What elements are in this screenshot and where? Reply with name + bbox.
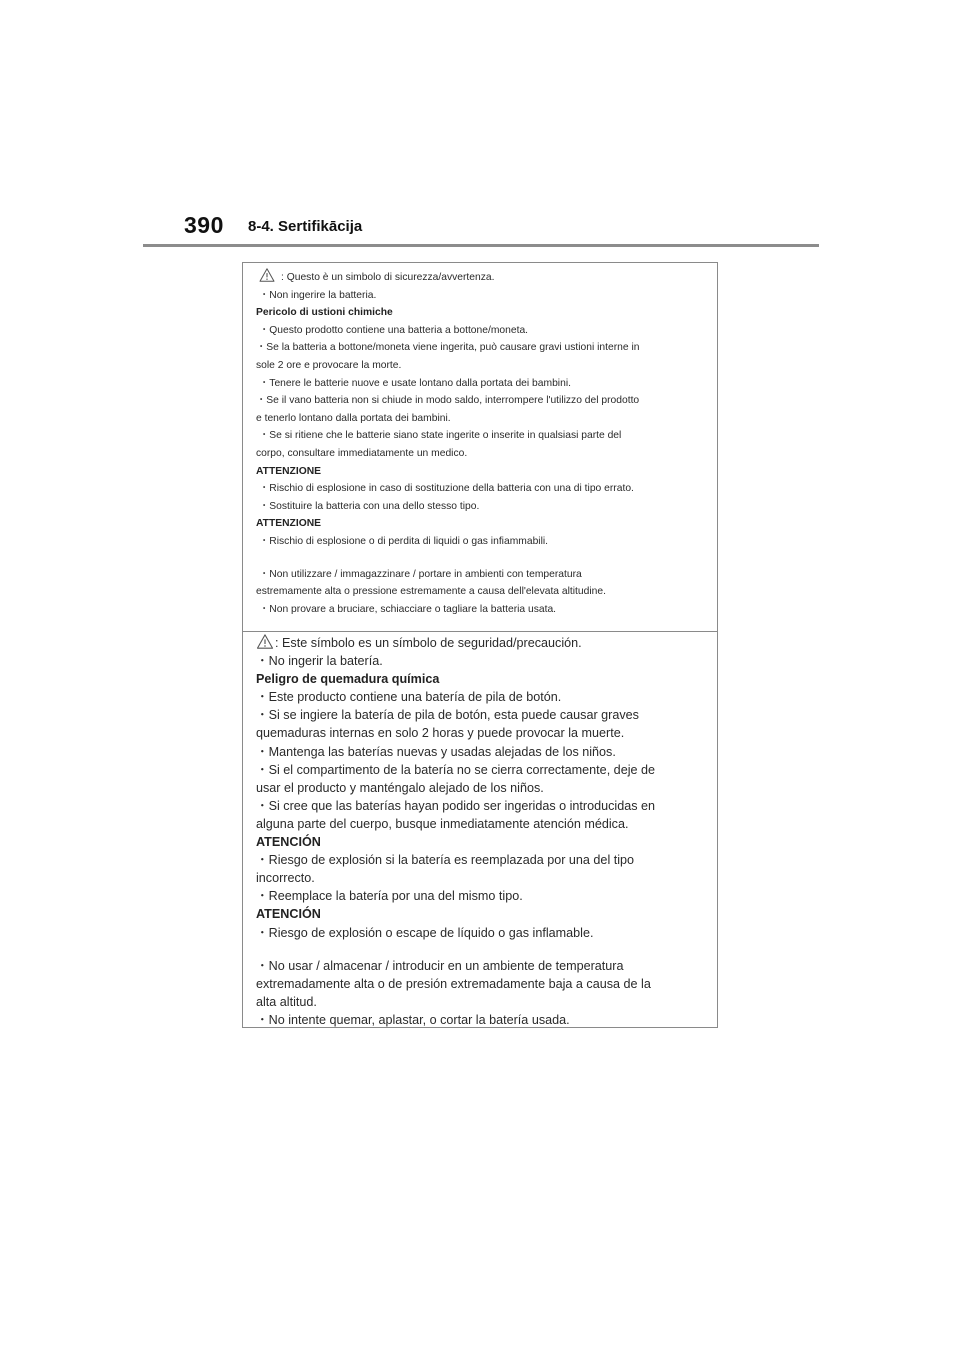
italian-temperature-line-2: estremamente alta o pressione estremamente a causa dell'elevata altitudine.	[256, 586, 606, 598]
italian-contains-battery: ・Questo prodotto contiene una batteria a bottone/moneta.	[259, 324, 529, 336]
warning-triangle-icon	[256, 634, 274, 649]
spanish-doctor-line-1: ・Si cree que las baterías hayan podido ser ingeridas o introducidas en	[256, 798, 656, 813]
italian-doctor-line-1: ・Se si ritiene che le batterie siano state ingerite o inserite in qualsiasi parte del	[259, 430, 622, 442]
italian-replace-same-type: ・Sostituire la batteria con una dello stesso tipo.	[259, 500, 480, 512]
italian-attention-heading-1: ATTENZIONE	[256, 465, 322, 477]
spanish-temperature-line-3: alta altitud.	[256, 994, 317, 1009]
italian-explosion-leak: ・Rischio di esplosione o di perdita di liquidi o gas infiammabili.	[259, 535, 549, 547]
italian-symbol-text: : Questo è un simbolo di sicurezza/avvertenza.	[281, 272, 495, 283]
warning-triangle-icon	[259, 268, 275, 282]
page-number: 390	[184, 212, 224, 238]
italian-chemical-burn-heading: Pericolo di ustioni chimiche	[256, 307, 393, 319]
spanish-no-ingest: ・No ingerir la batería.	[256, 654, 383, 669]
italian-temperature-line-1: ・Non utilizzare / immagazzinare / portare in ambienti con temperatura	[259, 568, 582, 580]
italian-compartment-line-2: e tenerlo lontano dalla portata dei bambini.	[256, 412, 451, 424]
spanish-doctor-line-2: alguna parte del cuerpo, busque inmediatamente atención médica.	[256, 816, 629, 831]
italian-no-burn: ・Non provare a bruciare, schiacciare o tagliare la batteria usata.	[259, 603, 557, 615]
spanish-swallowed-line-2: quemaduras internas en solo 2 horas y puede provocar la muerte.	[256, 726, 625, 741]
spanish-spacer	[256, 942, 709, 957]
spanish-temperature-line-2: extremadamente alta o de presión extremadamente baja a causa de la	[256, 976, 651, 991]
spanish-replace-same-type: ・Reemplace la batería por una del mismo tipo.	[256, 889, 523, 904]
italian-swallowed-line-1: ・Se la batteria a bottone/moneta viene ingerita, può causare gravi ustioni interne in	[256, 342, 640, 354]
italian-symbol-line	[256, 268, 709, 287]
italian-swallowed-line-2: sole 2 ore e provocare la morte.	[256, 359, 402, 371]
spanish-symbol-text: : Este símbolo es un símbolo de seguridad/precaución.	[275, 636, 582, 650]
spanish-explosion-leak: ・Riesgo de explosión o escape de líquido o gas inflamable.	[256, 925, 594, 940]
italian-compartment-line-1: ・Se il vano batteria non si chiude in modo saldo, interrompere l'utilizzo del prodotto	[256, 395, 640, 407]
italian-warning-section	[256, 268, 709, 618]
spanish-no-burn: ・No intente quemar, aplastar, o cortar la batería usada.	[256, 1012, 570, 1027]
spanish-compartment-line-1: ・Si el compartimento de la batería no se cierra correctamente, deje de	[256, 762, 656, 777]
spanish-compartment-line-2: usar el producto y manténgalo alejado de los niños.	[256, 780, 544, 795]
italian-explosion-wrong-type: ・Rischio di esplosione in caso di sostituzione della batteria con una di tipo errato.	[259, 483, 634, 495]
spanish-explosion-wrong-line-2: incorrecto.	[256, 871, 315, 886]
header-rule	[143, 244, 819, 247]
spanish-temperature-line-1: ・No usar / almacenar / introducir en un ambiente de temperatura	[256, 958, 624, 973]
spanish-keep-away: ・Mantenga las baterías nuevas y usadas alejadas de los niños.	[256, 744, 616, 759]
spanish-symbol-line	[256, 634, 709, 652]
spanish-warning-section	[256, 634, 709, 1029]
italian-doctor-line-2: corpo, consultare immediatamente un medico.	[256, 447, 468, 459]
italian-attention-heading-2: ATTENZIONE	[256, 518, 322, 530]
battery-warning-label	[242, 262, 718, 1028]
section-title: 8-4. Sertifikācija	[248, 218, 363, 235]
spanish-attention-heading-1: ATENCIÓN	[256, 835, 321, 850]
italian-spacer	[256, 551, 709, 566]
spanish-attention-heading-2: ATENCIÓN	[256, 907, 321, 922]
italian-keep-away: ・Tenere le batterie nuove e usate lontano dalla portata dei bambini.	[259, 377, 571, 389]
spanish-contains-battery: ・Este producto contiene una batería de pila de botón.	[256, 690, 562, 705]
spanish-explosion-wrong-line-1: ・Riesgo de explosión si la batería es reemplazada por una del tipo	[256, 853, 635, 868]
italian-no-ingest: ・Non ingerire la batteria.	[259, 289, 377, 301]
spanish-swallowed-line-1: ・Si se ingiere la batería de pila de botón, esta puede causar graves	[256, 708, 639, 723]
language-divider	[243, 631, 717, 632]
spanish-chemical-burn-heading: Peligro de quemadura química	[256, 672, 440, 687]
